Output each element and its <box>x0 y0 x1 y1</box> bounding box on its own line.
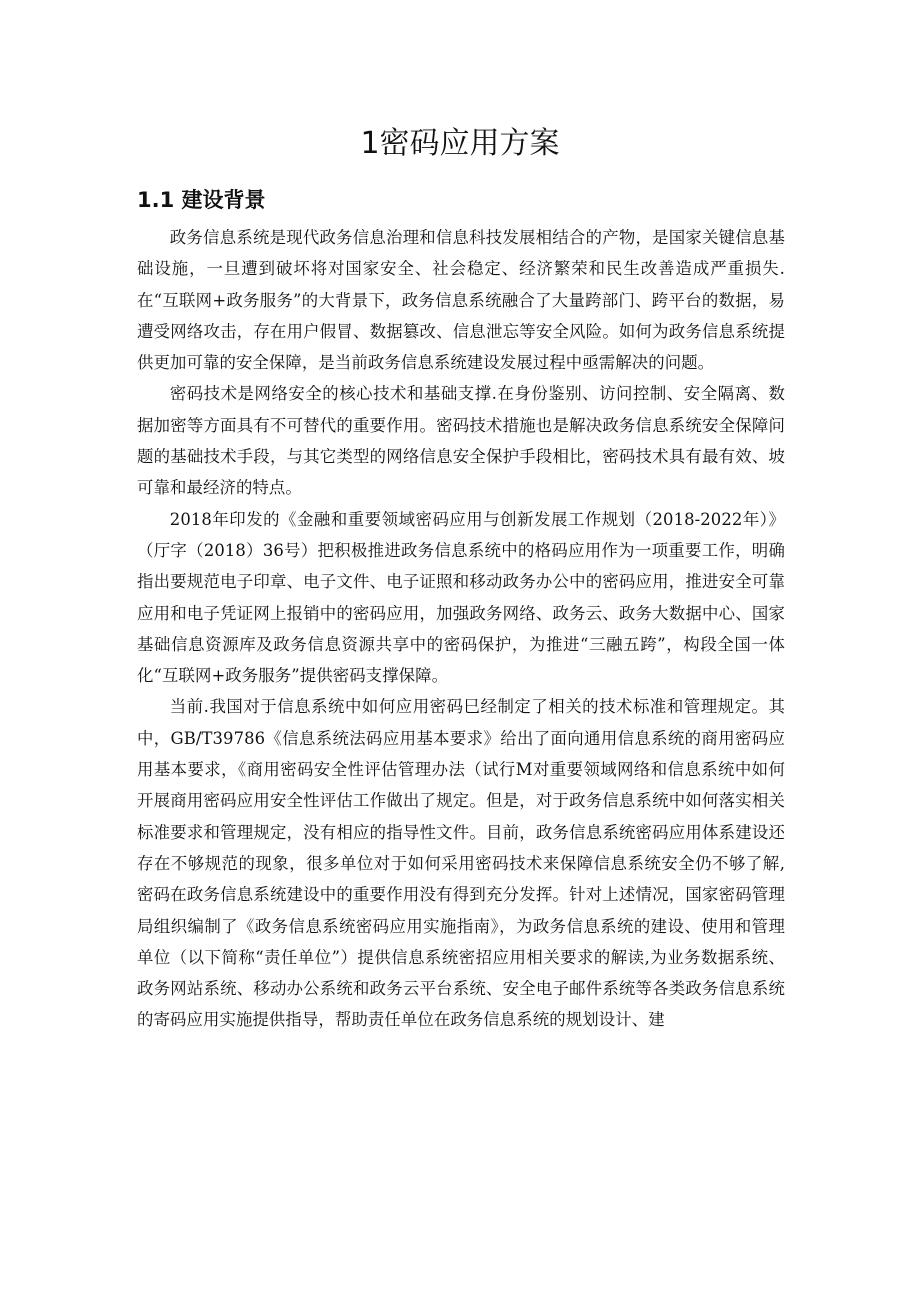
paragraph-plan-2018: 2018年印发的《金融和重要领域密码应用与创新发展工作规划（2018-2022年）》（厅字（2018）36号）把积极推进政务信息系统中的格码应用作为一项重要工作，明确指出要规范电子印章、电子文件、电子证照和移动政务办公中的密码应用，推进安全可靠应用和电子凭证网上报销中的密码应用，加强政务网络、政务云、政务大数据中心、国家基础信息资源库及政务信息资源共享中的密码保护，为推进“三融五跨”，构段全国一体化“互联网+政务服务”提供密码支撑保障。 <box>137 509 785 686</box>
paragraph-background: 政务信息系统是现代政务信息治理和信息科技发展相结合的产物，是国家关键信息基础设施，一旦遭到破坏将对国家安全、社会稳定、经济繁荣和民生改善造成严重损失.在“互联网+政务服务”的大背景下，政务信息系统融合了大量跨部门、跨平台的数据，易遭受网络攻击，存在用户假冒、数据篡改、信息泄忘等安全风险。如何为政务信息系统提供更加可靠的安全保障，是当前政务信息系统建设发展过程中亟需解决的问题。 <box>137 228 785 373</box>
paragraph-current-status: 当前.我国对于信息系统中如何应用密码巳经制定了相关的技术标准和管理规定。其中，GB/T39786《信息系统法码应用基本要求》给出了面向通用信息系统的商用密码应用基本要求，《商用密码安全性评估管理办法（试行M对重要领域网络和信息系统中如何开展商用密码应用安全性评估工作做出了规定。但是，对于政务信息系统中如何落实相关标准要求和管理规定，没有相应的指导性文件。目前，政务信息系统密码应用体系建设还存在不够规范的现象，很多单位对于如何采用密码技术来保障信息系统安全仍不够了解,密码在政务信息系统建设中的重要作用没有得到充分发挥。针对上述情况，国家密码管理局组织编制了《政务信息系统密码应用实施指南》，为政务信息系统的建设、使用和管理单位（以下简称“责任单位”）提供信息系统密招应用相关要求的解读,为业务数据系统、政务网站系统、移动办公系统和政务云平台系统、安全电子邮件系统等各类政务信息系统的寄码应用实施提供指导，帮助责任单位在政务信息系统的规划设计、建 <box>137 697 785 1030</box>
document-title: 1密码应用方案 <box>360 126 560 161</box>
paragraph-crypto-tech: 密码技术是网络安全的核心技术和基础支撑.在身份鉴别、访问控制、安全隔离、数据加密等方面具有不可替代的重要作用。密码技术措施也是解决政务信息系统安全保障问题的基础技术手段，与其它类型的网络信息安全保护手段相比，密码技术具有最有效、坡可靠和最经济的特点。 <box>137 384 785 498</box>
section-body <box>137 222 785 1036</box>
section-heading: 1.1 建设背景 <box>137 188 266 212</box>
